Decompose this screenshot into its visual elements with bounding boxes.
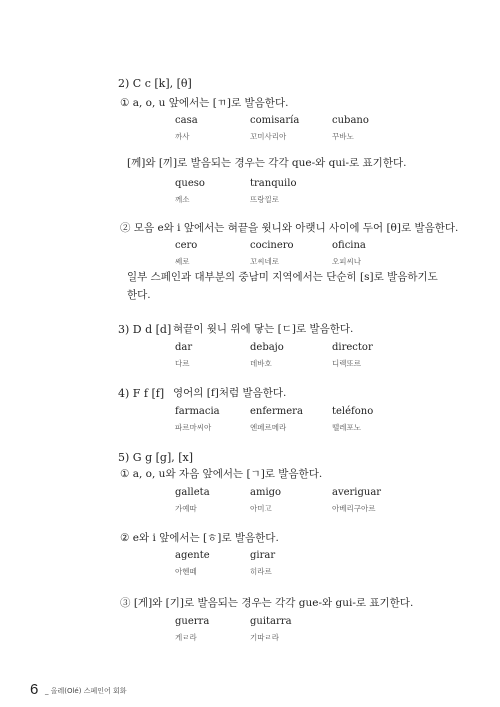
word-ko: 히라르: [250, 567, 272, 576]
word-es: queso: [175, 178, 205, 189]
word-es: cocinero: [250, 240, 294, 251]
word-ko: 파르마씨아: [175, 423, 212, 432]
word-ko: 아베리구아르: [332, 504, 376, 513]
word-ko: 데바호: [250, 359, 272, 368]
word-ko: 꼬씨네로: [250, 257, 279, 266]
word-ko: 디렉또르: [332, 359, 361, 368]
word-ko: 까사: [175, 132, 190, 141]
book-title: _ 올레(Olé) 스페인어 회화: [45, 687, 127, 695]
word-ko: 게ㄹ라: [175, 633, 197, 642]
word-es: averiguar: [332, 487, 382, 498]
word-ko: 오피씨나: [332, 257, 361, 266]
word-ko: 아미고: [250, 504, 272, 513]
word-es: tranquilo: [250, 178, 297, 189]
page-number: 6: [30, 681, 39, 698]
word-ko: 쎄로: [175, 257, 190, 266]
word-es: girar: [250, 550, 276, 561]
word-ko: 가예따: [175, 504, 197, 513]
word-es: casa: [175, 115, 198, 126]
rule-d: 혀끝이 윗니 위에 닿는 [ㄷ]로 발음한다.: [173, 323, 354, 335]
word-es: dar: [175, 342, 193, 353]
word-es: galleta: [175, 487, 210, 498]
rule-c-1: ① a, o, u 앞에서는 [ㄲ]로 발음한다.: [120, 97, 289, 109]
word-es: guitarra: [250, 616, 292, 627]
word-es: agente: [175, 550, 210, 561]
rule-c-2: ② 모음 e와 i 앞에서는 혀끝을 윗니와 아랫니 사이에 두어 [θ]로 발음한다.: [120, 222, 459, 234]
word-es: amigo: [250, 487, 282, 498]
word-es: debajo: [250, 342, 284, 353]
word-ko: 엔페르메라: [250, 423, 287, 432]
word-ko: 꾸바노: [332, 132, 354, 141]
word-ko: 다르: [175, 359, 190, 368]
word-es: comisaría: [250, 115, 300, 126]
word-es: enfermera: [250, 406, 303, 417]
word-es: teléfono: [332, 406, 374, 417]
rule-g-3: ③ [게]와 [기]로 발음되는 경우는 각각 gue-와 gui-로 표기한다.: [120, 597, 414, 609]
note-c-1: [께]와 [끼]로 발음되는 경우는 각각 que-와 qui-로 표기한다.: [127, 157, 407, 169]
word-es: cubano: [332, 115, 369, 126]
note-c-2a: 일부 스페인과 대부분의 중남미 지역에서는 단순히 [s]로 발음하기도: [127, 271, 438, 283]
rule-g-1: ① a, o, u와 자음 앞에서는 [ㄱ]로 발음한다.: [120, 468, 323, 480]
word-es: director: [332, 342, 373, 353]
rule-g-2: ② e와 i 앞에서는 [ㅎ]로 발음한다.: [120, 532, 279, 544]
section-heading-f: 4) F f [f]: [118, 387, 165, 400]
word-ko: 아헨떼: [175, 567, 197, 576]
word-ko: 기따ㄹ라: [250, 633, 279, 642]
word-es: guerra: [175, 616, 210, 627]
word-ko: 뗄레포노: [332, 423, 361, 432]
word-es: cero: [175, 240, 198, 251]
section-heading-c: 2) C c [k], [θ]: [118, 77, 192, 90]
rule-f: 영어의 [f]처럼 발음한다.: [173, 387, 287, 399]
word-ko: 께소: [175, 195, 190, 204]
word-ko: 꼬미사리아: [250, 132, 287, 141]
note-c-2b: 한다.: [127, 289, 151, 301]
section-heading-g: 5) G g [g], [x]: [118, 451, 194, 464]
section-heading-d: 3) D d [d]: [118, 323, 172, 336]
word-es: farmacia: [175, 406, 220, 417]
word-ko: 뜨랑낄로: [250, 195, 279, 204]
word-es: oficina: [332, 240, 366, 251]
